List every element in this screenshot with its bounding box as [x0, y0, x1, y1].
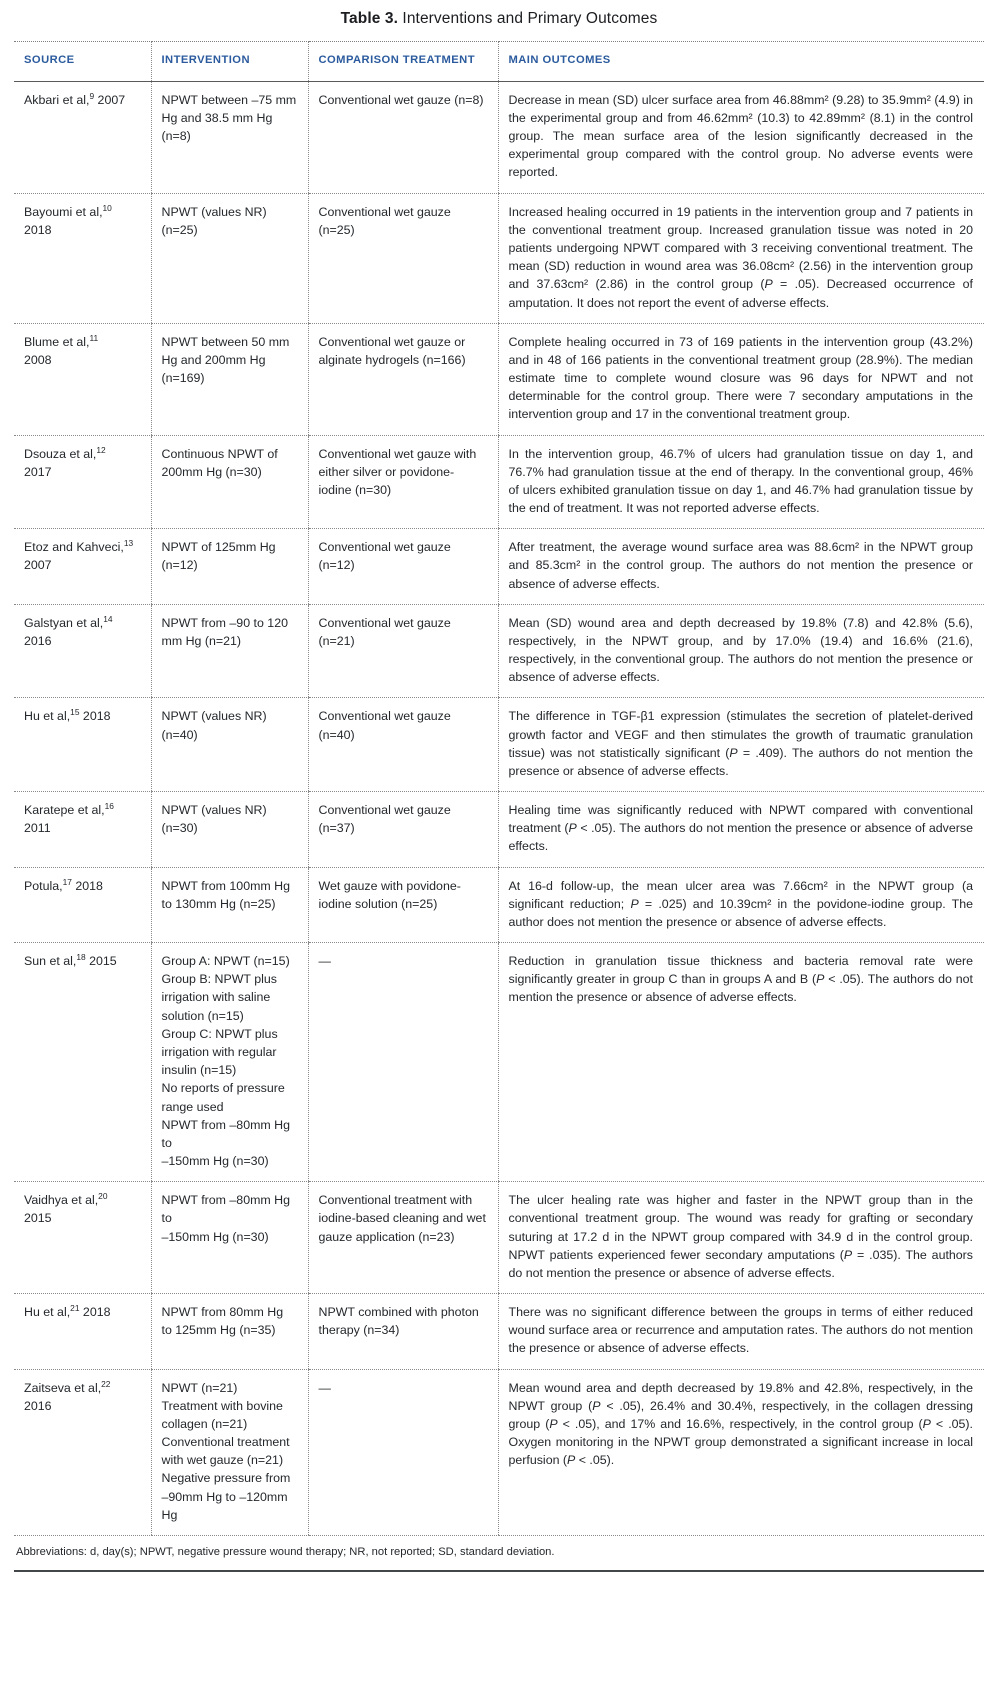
cell-intervention	[151, 792, 308, 868]
cell-line: Conventional wet gauze or alginate hydrogels (n=166)	[318, 334, 466, 367]
cell-comparison-treatment	[308, 792, 498, 868]
cell-line: NPWT from 80mm Hg to 125mm Hg (n=35)	[161, 1305, 284, 1338]
table-row	[14, 943, 984, 1182]
table-number: Table 3.	[340, 10, 398, 27]
cell-main-outcomes: Decrease in mean (SD) ulcer surface area from 46.88mm² (9.28) to 35.9mm² (4.9) in the experimental group and from 46.62mm² (10.3) to 42.89mm² (8.1) in the control group. The mean surface area of the lesion significantly decreased in the experimental group compared with the control group. No adverse events were reported.	[498, 81, 984, 193]
cell-source: Etoz and Kahveci,$^{13}$ 2007	[14, 529, 151, 605]
cell-source: Akbari et al,$^9$ 2007	[14, 81, 151, 193]
cell-intervention	[151, 323, 308, 435]
cell-line: NPWT between –75 mm Hg and 38.5 mm Hg (n=8)	[161, 92, 297, 144]
cell-line: Conventional wet gauze (n=37)	[318, 803, 451, 836]
reference-superscript: 16	[104, 800, 114, 811]
reference-superscript: 13	[123, 538, 134, 549]
cell-main-outcomes: Healing time was significantly reduced with NPWT compared with conventional treatment (P < .05). The authors do not mention the presence or absence of adverse effects.	[498, 792, 984, 868]
cell-main-outcomes: The difference in TGF-β1 expression (stimulates the secretion of platelet-derived growth factor and VEGF and then stimulates the growth of traumatic granulation tissue) was not statistically significant (P = .409). The authors do not mention the presence or absence of adverse effects.	[498, 698, 984, 792]
table-body	[14, 81, 984, 1535]
cell-line: Conventional wet gauze (n=40)	[318, 709, 451, 742]
cell-comparison-treatment	[308, 1294, 498, 1370]
cell-line: —	[318, 1380, 331, 1395]
cell-source: Karatepe et al,$^{16}$ 2011	[14, 792, 151, 868]
reference-superscript: 12	[96, 444, 106, 455]
cell-line: Conventional wet gauze with either silver or povidone-iodine (n=30)	[318, 446, 477, 497]
reference-superscript: 11	[89, 332, 99, 343]
cell-intervention	[151, 193, 308, 323]
cell-line: Conventional treatment with wet gauze (n=21)	[161, 1435, 290, 1468]
cell-main-outcomes: In the intervention group, 46.7% of ulcers had granulation tissue on day 1, and 76.7% had granulation tissue at the end of therapy. In the conventional group, 46% of ulcers exhibited granulation tissue on day 1, and 46.7% had granulation tissue by the end of treatment. It was not reported adverse effects.	[498, 435, 984, 529]
cell-line: —	[318, 954, 331, 969]
column-header-source: SOURCE	[14, 42, 151, 82]
table-row	[14, 604, 984, 698]
cell-intervention	[151, 943, 308, 1182]
column-header-main-outcomes: MAIN OUTCOMES	[498, 42, 984, 82]
cell-line: No reports of pressure range used	[161, 1081, 285, 1114]
cell-source: Vaidhya et al,$^{20}$ 2015	[14, 1182, 151, 1294]
cell-line: Negative pressure from –90mm Hg to –120mm Hg	[161, 1471, 291, 1522]
table-row	[14, 1294, 984, 1370]
cell-intervention	[151, 867, 308, 943]
cell-line: Group A: NPWT (n=15)	[161, 954, 290, 969]
cell-line: Group C: NPWT plus irrigation with regular insulin (n=15)	[161, 1026, 278, 1078]
cell-source: Blume et al,$^{11}$ 2008	[14, 323, 151, 435]
cell-source: Bayoumi et al,$^{10}$ 2018	[14, 193, 151, 323]
cell-line: NPWT between 50 mm Hg and 200mm Hg (n=169)	[161, 334, 290, 386]
table-row	[14, 529, 984, 605]
cell-line: NPWT combined with photon therapy (n=34)	[318, 1305, 479, 1338]
interventions-outcomes-table	[14, 41, 984, 1536]
cell-line: NPWT (values NR) (n=30)	[161, 803, 267, 836]
cell-source: Potula,$^{17}$ 2018	[14, 867, 151, 943]
table-row	[14, 698, 984, 792]
cell-line: –150mm Hg (n=30)	[161, 1154, 269, 1169]
reference-superscript: 9	[89, 90, 95, 101]
cell-comparison-treatment	[308, 698, 498, 792]
cell-comparison-treatment	[308, 193, 498, 323]
cell-main-outcomes: Complete healing occurred in 73 of 169 patients in the intervention group (43.2%) and in 48 of 166 patients in the conventional treatment group (28.9%). The median estimate time to complete wound closure was 96 days for NPWT and not determinable for the control group. There were 7 secondary amputations in the intervention group and 17 in the conventional treatment group.	[498, 323, 984, 435]
cell-line: Conventional wet gauze (n=8)	[318, 92, 484, 107]
cell-comparison-treatment	[308, 604, 498, 698]
table-header	[14, 42, 984, 82]
cell-source: Galstyan et al,$^{14}$ 2016	[14, 604, 151, 698]
cell-source: Sun et al,$^{18}$ 2015	[14, 943, 151, 1182]
cell-comparison-treatment	[308, 529, 498, 605]
cell-source: Zaitseva et al,$^{22}$ 2016	[14, 1369, 151, 1535]
cell-main-outcomes: The ulcer healing rate was higher and faster in the NPWT group than in the conventional treatment group. The wound was ready for grafting or secondary suturing at 17.2 d in the NPWT group compared with 34.9 d in the control group. NPWT patients experienced fewer secondary amputations (P = .035). The authors do not mention the presence or absence of adverse effects.	[498, 1182, 984, 1294]
cell-source: Dsouza et al,$^{12}$ 2017	[14, 435, 151, 529]
cell-line: Conventional treatment with iodine-based cleaning and wet gauze application (n=23)	[318, 1193, 486, 1244]
cell-main-outcomes: There was no significant difference between the groups in terms of either reduced wound surface area or recurrence and amputation rates. The authors do not mention the presence or absence of adverse effects.	[498, 1294, 984, 1370]
header-row	[14, 42, 984, 82]
cell-source: Hu et al,$^{21}$ 2018	[14, 1294, 151, 1370]
reference-superscript: 10	[102, 202, 112, 213]
table-row	[14, 792, 984, 868]
table-row	[14, 81, 984, 193]
cell-main-outcomes: Mean (SD) wound area and depth decreased by 19.8% (7.8) and 42.8% (5.6), respectively, in the NPWT group, and by 17.0% (19.4) and 16.6% (21.6), respectively, in the conventional group. The authors do not mention the presence or absence of adverse effects.	[498, 604, 984, 698]
cell-line: NPWT (values NR) (n=25)	[161, 204, 267, 237]
cell-line: NPWT from 100mm Hg to 130mm Hg (n=25)	[161, 878, 291, 911]
cell-line: –150mm Hg (n=30)	[161, 1229, 269, 1244]
reference-superscript: 14	[103, 613, 113, 624]
reference-superscript: 22	[101, 1378, 111, 1389]
table-footnote: Abbreviations: d, day(s); NPWT, negative pressure wound therapy; NR, not reported; SD, standard deviation.	[14, 1536, 984, 1572]
reference-superscript: 20	[98, 1191, 108, 1202]
cell-intervention	[151, 529, 308, 605]
page-title	[14, 0, 984, 41]
cell-line: NPWT of 125mm Hg (n=12)	[161, 540, 276, 573]
cell-main-outcomes: Mean wound area and depth decreased by 19.8% and 42.8%, respectively, in the NPWT group (P < .05), 26.4% and 30.4%, respectively, in the collagen dressing group (P < .05), and 17% and 16.6%, respectively, in the control group (P < .05). Oxygen monitoring in the NPWT group demonstrated a significant increase in local perfusion (P < .05).	[498, 1369, 984, 1535]
cell-line: Wet gauze with povidone-iodine solution (n=25)	[318, 878, 461, 911]
cell-comparison-treatment	[308, 1182, 498, 1294]
reference-superscript: 18	[76, 952, 86, 963]
cell-comparison-treatment	[308, 435, 498, 529]
cell-source: Hu et al,$^{15}$ 2018	[14, 698, 151, 792]
cell-intervention	[151, 698, 308, 792]
cell-intervention	[151, 81, 308, 193]
cell-main-outcomes: After treatment, the average wound surface area was 88.6cm² in the NPWT group and 85.3cm² in the control group. The authors do not mention the presence or absence of adverse effects.	[498, 529, 984, 605]
cell-intervention	[151, 1369, 308, 1535]
table-row	[14, 323, 984, 435]
cell-line: Group B: NPWT plus irrigation with saline solution (n=15)	[161, 972, 277, 1023]
cell-intervention	[151, 1182, 308, 1294]
cell-line: NPWT (n=21)	[161, 1380, 238, 1395]
cell-line: NPWT (values NR) (n=40)	[161, 709, 267, 742]
cell-line: NPWT from –80mm Hg to	[161, 1193, 291, 1226]
cell-line: NPWT from –90 to 120 mm Hg (n=21)	[161, 615, 288, 648]
cell-line: Treatment with bovine collagen (n=21)	[161, 1398, 283, 1431]
cell-main-outcomes: At 16-d follow-up, the mean ulcer area was 7.66cm² in the NPWT group (a significant reduction; P = .025) and 10.39cm² in the povidone-iodine group. The author does not mention the presence or absence of adverse effects.	[498, 867, 984, 943]
cell-line: Continuous NPWT of 200mm Hg (n=30)	[161, 446, 278, 479]
cell-intervention	[151, 604, 308, 698]
table-row	[14, 435, 984, 529]
cell-comparison-treatment	[308, 81, 498, 193]
cell-line: Conventional wet gauze (n=12)	[318, 540, 451, 573]
table-row	[14, 193, 984, 323]
table-row	[14, 1182, 984, 1294]
cell-main-outcomes: Increased healing occurred in 19 patients in the intervention group and 7 patients in the conventional treatment group. Increased granulation tissue was noted in 20 patients undergoing NPWT compared with 3 receiving conventional treatment. The mean (SD) reduction in wound area was 36.08cm² (2.56) in the intervention group and 37.63cm² (2.86) in the control group (P = .05). Decreased occurrence of amputation. It does not report the event of adverse effects.	[498, 193, 984, 323]
cell-comparison-treatment	[308, 323, 498, 435]
cell-intervention	[151, 435, 308, 529]
cell-line: Conventional wet gauze (n=25)	[318, 204, 451, 237]
reference-superscript: 17	[62, 876, 72, 887]
table-row	[14, 1369, 984, 1535]
column-header-intervention: INTERVENTION	[151, 42, 308, 82]
reference-superscript: 21	[70, 1302, 80, 1313]
cell-line: NPWT from –80mm Hg to	[161, 1117, 291, 1150]
cell-intervention	[151, 1294, 308, 1370]
reference-superscript: 15	[70, 707, 80, 718]
table-title-text: Interventions and Primary Outcomes	[402, 10, 658, 27]
cell-line: Conventional wet gauze (n=21)	[318, 615, 451, 648]
cell-comparison-treatment	[308, 867, 498, 943]
cell-main-outcomes: Reduction in granulation tissue thickness and bacteria removal rate were significantly greater in group C than in groups A and B (P < .05). The authors do not mention the presence or absence of adverse effects.	[498, 943, 984, 1182]
column-header-comparison-treatment: COMPARISON TREATMENT	[308, 42, 498, 82]
table-row	[14, 867, 984, 943]
cell-comparison-treatment	[308, 1369, 498, 1535]
cell-comparison-treatment	[308, 943, 498, 1182]
